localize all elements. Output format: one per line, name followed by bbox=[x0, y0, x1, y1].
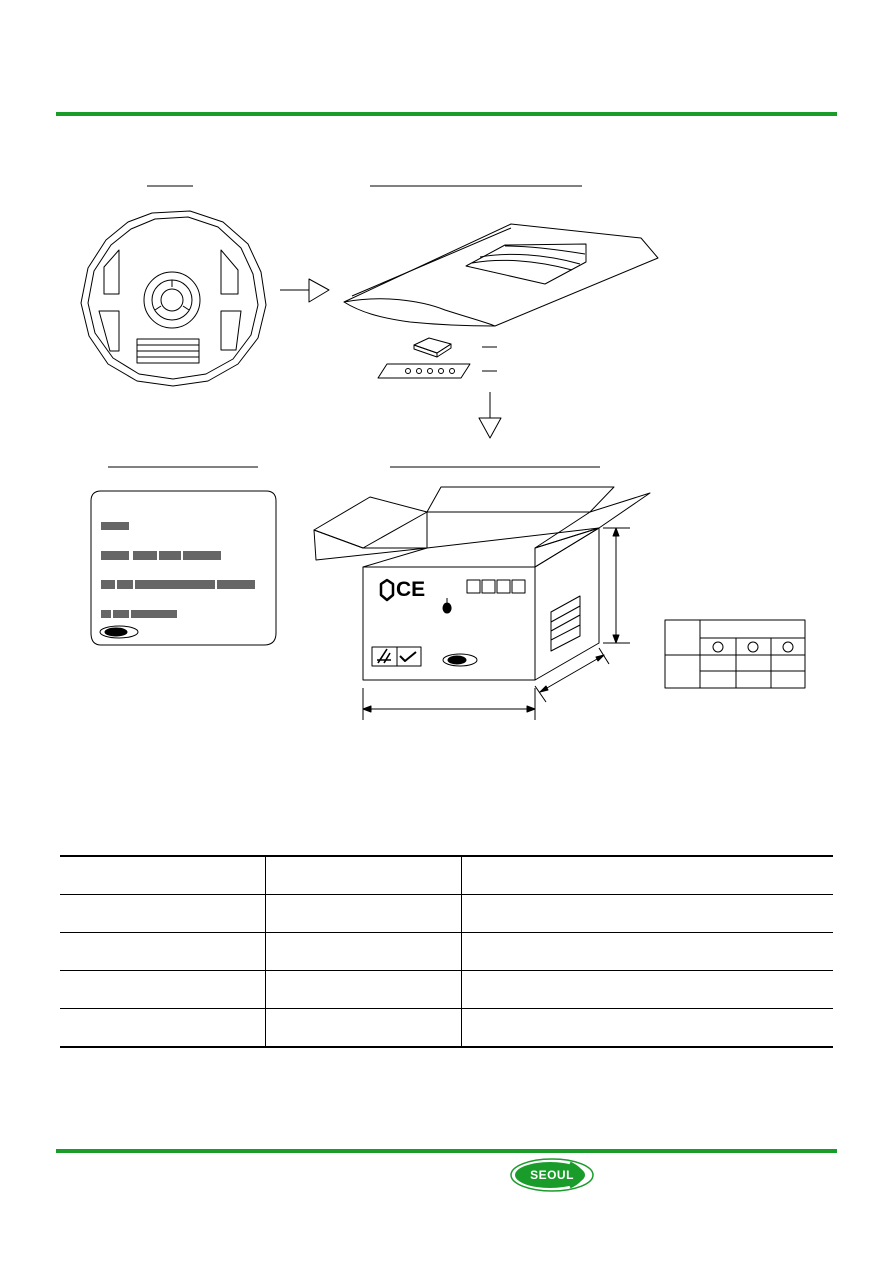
label-drawing bbox=[91, 491, 276, 645]
table-row bbox=[60, 895, 833, 933]
table-cell bbox=[60, 895, 266, 933]
table-cell bbox=[462, 971, 834, 1009]
table-cell bbox=[60, 933, 266, 971]
table-cell bbox=[266, 856, 462, 895]
table-header-row bbox=[60, 856, 833, 895]
ce-mark: CE bbox=[396, 578, 426, 601]
table-cell bbox=[462, 895, 834, 933]
moisture-bag-drawing bbox=[344, 224, 658, 326]
table-cell bbox=[462, 933, 834, 971]
spec-table bbox=[60, 855, 833, 1048]
reel-drawing bbox=[81, 211, 266, 386]
arrow-right bbox=[280, 279, 329, 302]
outer-box-drawing bbox=[314, 487, 650, 720]
bottom-green-rule bbox=[56, 1149, 837, 1153]
table-cell bbox=[60, 1009, 266, 1048]
table-cell bbox=[462, 1009, 834, 1048]
table-cell bbox=[462, 856, 834, 895]
table-cell bbox=[266, 1009, 462, 1048]
table-row bbox=[60, 971, 833, 1009]
humidity-indicator-card bbox=[378, 364, 470, 378]
logo-text: SEOUL bbox=[530, 1168, 574, 1182]
table-cell bbox=[266, 933, 462, 971]
marking-table bbox=[665, 620, 805, 688]
table-cell bbox=[266, 971, 462, 1009]
table-cell bbox=[60, 971, 266, 1009]
arrow-down bbox=[479, 392, 501, 438]
table-cell bbox=[266, 895, 462, 933]
desiccant-pack bbox=[414, 338, 451, 357]
table-row bbox=[60, 1009, 833, 1048]
table-cell bbox=[60, 856, 266, 895]
table-row bbox=[60, 933, 833, 971]
